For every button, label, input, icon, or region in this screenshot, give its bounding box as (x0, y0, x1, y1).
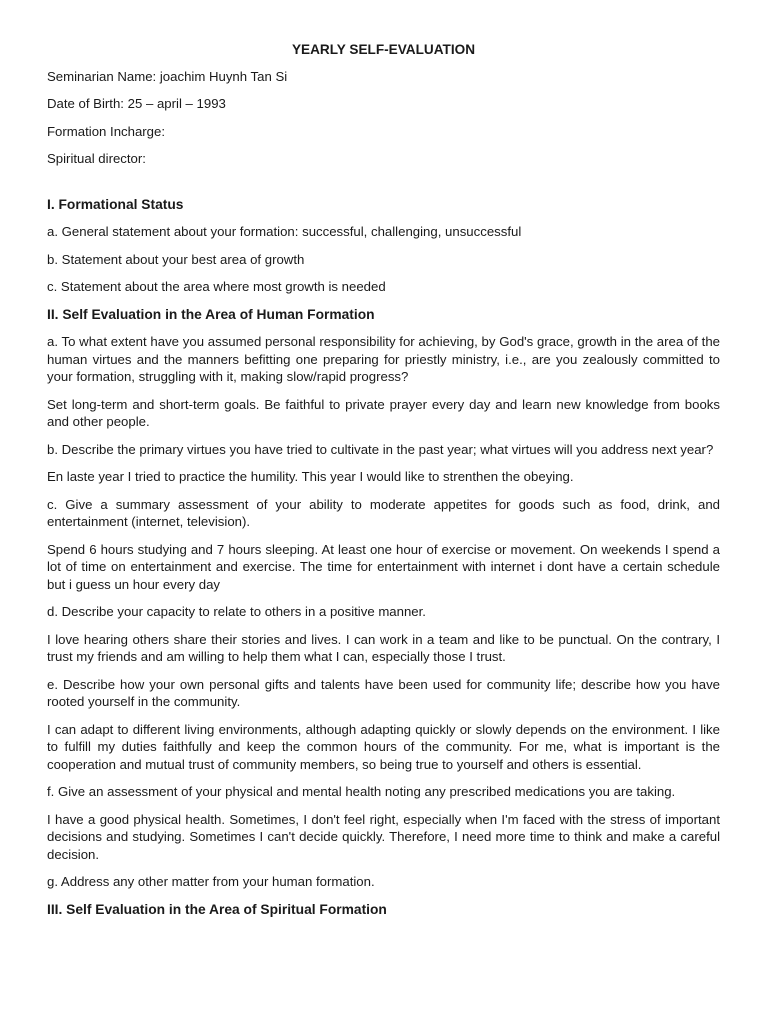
answer-paragraph: En laste year I tried to practice the humility. This year I would like to strenthen the obeying. (47, 469, 574, 484)
section-spacer (47, 178, 720, 196)
formational-status-item: b. Statement about your best area of growth (47, 251, 305, 267)
answer-paragraph: I love hearing others share their stories and lives. I can work in a team and like to be punctual. On the contrary, I trust my friends and am willing to help them what I can, especially those I trust. (47, 631, 720, 664)
formational-status-item: c. Statement about the area where most growth is needed (47, 279, 386, 294)
document-title: YEARLY SELF-EVALUATION (291, 42, 476, 57)
answer-paragraph: I can adapt to different living environments, although adapting quickly or slowly depends on the environment. I like to fulfill my duties faithfully and keep the common hours of the community. For me, what is important is the cooperation and mutual trust of community members, so being true to yourself and others is essential. (47, 721, 720, 772)
question-paragraph: c. Give a summary assessment of your ability to moderate appetites for goods such as food, drink, and entertainment (internet, television). (47, 496, 720, 529)
formation-incharge-field: Formation Incharge: (47, 123, 166, 139)
question-paragraph: f. Give an assessment of your physical and mental health noting any prescribed medications you are taking. (47, 784, 676, 799)
date-of-birth-field: Date of Birth: 25 – april – 1993 (47, 96, 226, 111)
answer-paragraph: Spend 6 hours studying and 7 hours sleeping. At least one hour of exercise or movement. On weekends I spend a lot of time on entertainment and exercise. The time for entertainment with internet i dont have a certain schedule but i guess un hour every day (47, 541, 720, 592)
answer-paragraph: Set long-term and short-term goals. Be faithful to private prayer every day and learn new knowledge from books and other people. (47, 396, 720, 429)
question-paragraph: e. Describe how your own personal gifts and talents have been used for community life; describe how you have rooted yourself in the community. (47, 676, 720, 709)
question-paragraph: a. To what extent have you assumed personal responsibility for achieving, by God's grace, growth in the area of the human virtues and the manners befitting one preparing for priestly ministry, i.e., are you zealously committed to your formation, struggling with it, making slow/rapid progress? (47, 334, 720, 384)
spiritual-director-field: Spiritual director: (47, 151, 146, 166)
seminarian-name-field: Seminarian Name: joachim Huynh Tan Si (47, 68, 288, 84)
section-heading-formational-status: I. Formational Status (47, 196, 184, 212)
formational-status-item: a. General statement about your formation: successful, challenging, unsuccessful (47, 224, 522, 239)
section-heading-human-formation: II. Self Evaluation in the Area of Human Formation (47, 306, 375, 322)
question-paragraph: d. Describe your capacity to relate to others in a positive manner. (47, 604, 426, 619)
answer-paragraph: I have a good physical health. Sometimes, I don't feel right, especially when I'm faced with the stress of important decisions and studying. Sometimes I can't decide quickly. Therefore, I need more time to think and make a careful decision. (47, 811, 720, 862)
question-paragraph: g. Address any other matter from your human formation. (47, 874, 375, 889)
question-paragraph: b. Describe the primary virtues you have tried to cultivate in the past year; what virtues will you address next year? (47, 441, 714, 457)
section-heading-spiritual-formation: III. Self Evaluation in the Area of Spiritual Formation (47, 901, 387, 917)
